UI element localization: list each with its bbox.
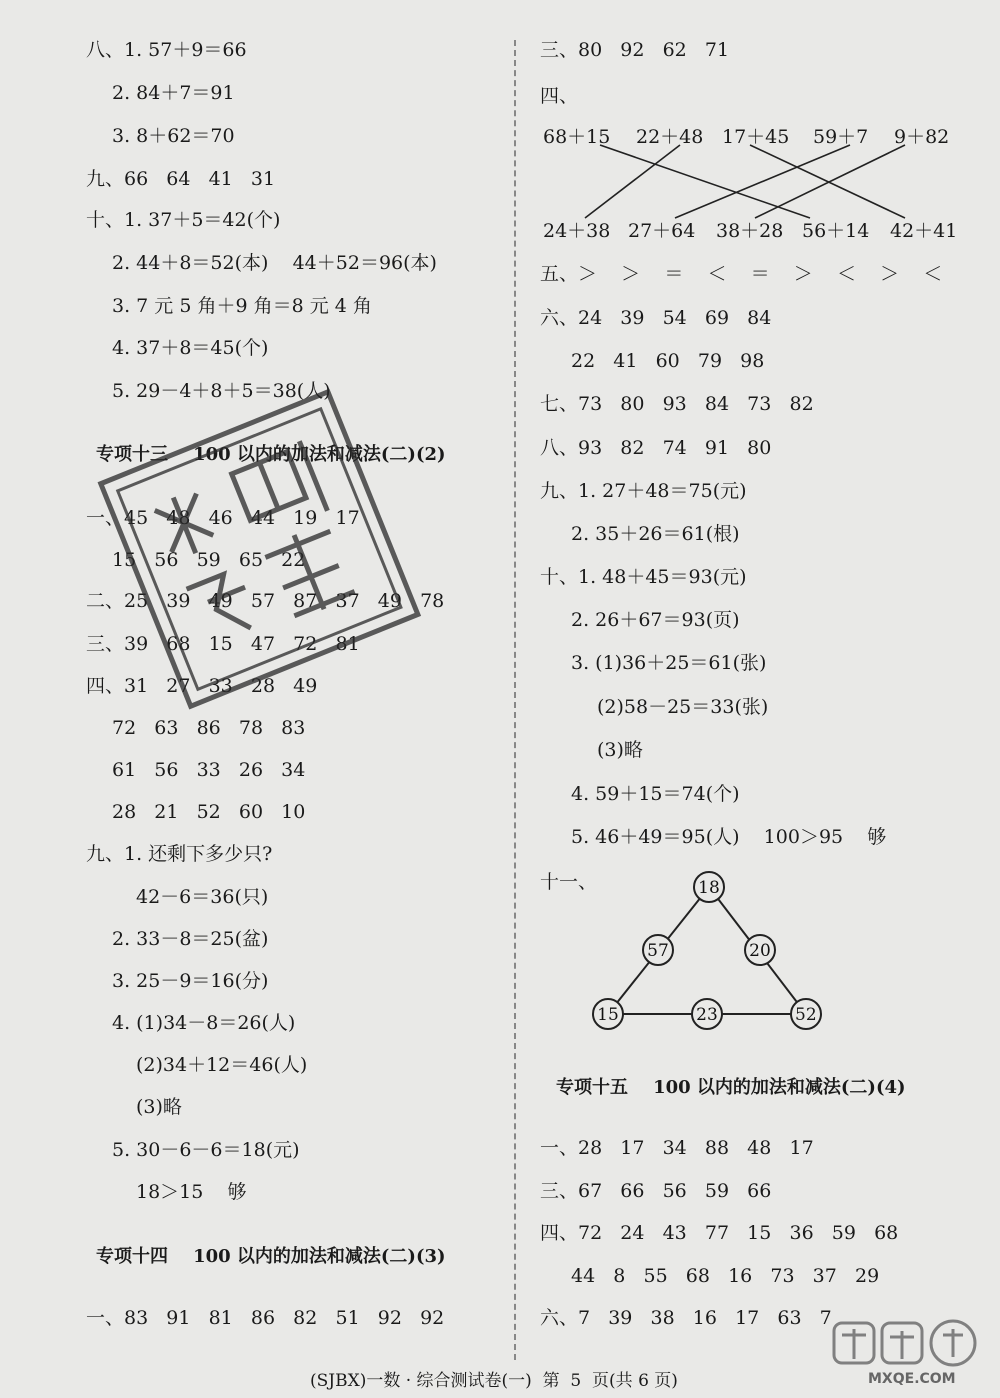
left-line: 3. 8＋62＝70 bbox=[112, 125, 235, 147]
right-line: 四、 bbox=[540, 85, 579, 107]
left-line: 三、39 68 15 47 72 81 bbox=[86, 633, 360, 655]
left-line: 28 21 52 60 10 bbox=[112, 801, 306, 823]
left-line: 18＞15 够 bbox=[136, 1181, 247, 1203]
left-line: 3. 25－9＝16(分) bbox=[112, 970, 269, 992]
left-line: 十、1. 37＋5＝42(个) bbox=[86, 209, 281, 231]
right-line: 2. 35＋26＝61(根) bbox=[571, 523, 740, 545]
left-line: 5. 29－4＋8＋5＝38(人) bbox=[112, 380, 331, 402]
match-bottom-item: 27＋64 bbox=[628, 220, 696, 242]
right-line: 4. 59＋15＝74(个) bbox=[571, 783, 740, 805]
left-line: 3. 7 元 5 角＋9 角＝8 元 4 角 bbox=[112, 295, 372, 317]
right-line: 四、72 24 43 77 15 36 59 68 bbox=[540, 1222, 899, 1244]
match-bottom-item: 24＋38 bbox=[543, 220, 611, 242]
left-line: 九、66 64 41 31 bbox=[86, 168, 276, 190]
match-bottom-item: 42＋41 bbox=[890, 220, 958, 242]
match-top-item: 22＋48 bbox=[636, 126, 704, 148]
right-line: 八、93 82 74 91 80 bbox=[540, 437, 772, 459]
page-footer: (SJBX)一数 · 综合测试卷(一) 第 5 页(共 6 页) bbox=[310, 1371, 678, 1391]
right-line: 2. 26＋67＝93(页) bbox=[571, 609, 740, 631]
node-label: 57 bbox=[647, 941, 669, 961]
match-top-item: 59＋7 bbox=[813, 126, 869, 148]
match-line bbox=[675, 145, 850, 218]
right-line: 一、28 17 34 88 48 17 bbox=[540, 1137, 814, 1159]
section-heading: 专项十三 100 以内的加法和减法(二)(2) bbox=[96, 444, 446, 465]
right-line: 七、73 80 93 84 73 82 bbox=[540, 393, 814, 415]
right-line: (2)58－25＝33(张) bbox=[597, 696, 769, 718]
left-line: 九、1. 还剩下多少只? bbox=[86, 843, 273, 865]
left-line: 2. 44＋8＝52(本) 44＋52＝96(本) bbox=[112, 252, 437, 274]
right-line: 44 8 55 68 16 73 37 29 bbox=[571, 1265, 880, 1287]
right-line: 22 41 60 79 98 bbox=[571, 350, 765, 372]
section-heading: 专项十四 100 以内的加法和减法(二)(3) bbox=[96, 1246, 446, 1267]
node-label: 52 bbox=[795, 1005, 817, 1025]
node-label: 15 bbox=[597, 1005, 619, 1025]
match-bottom-item: 56＋14 bbox=[802, 220, 870, 242]
match-top-item: 17＋45 bbox=[722, 126, 790, 148]
left-line: 一、83 91 81 86 82 51 92 92 bbox=[86, 1307, 445, 1329]
left-line: 2. 84＋7＝91 bbox=[112, 82, 235, 104]
right-line: (3)略 bbox=[597, 739, 643, 761]
match-top-item: 9＋82 bbox=[894, 126, 950, 148]
left-line: 5. 30－6－6＝18(元) bbox=[112, 1139, 300, 1161]
left-line: (3)略 bbox=[136, 1096, 182, 1118]
left-line: 4. (1)34－8＝26(人) bbox=[112, 1012, 296, 1034]
right-line: 六、24 39 54 69 84 bbox=[540, 307, 772, 329]
left-line: 一、45 48 46 44 19 17 bbox=[86, 507, 360, 529]
left-line: 4. 37＋8＝45(个) bbox=[112, 337, 269, 359]
match-top-item: 68＋15 bbox=[543, 126, 611, 148]
right-line: 九、1. 27＋48＝75(元) bbox=[540, 480, 747, 502]
node-label: 23 bbox=[696, 1005, 718, 1025]
section-heading: 专项十五 100 以内的加法和减法(二)(4) bbox=[556, 1077, 906, 1098]
left-line: 42－6＝36(只) bbox=[136, 886, 269, 908]
site-watermark-logo bbox=[828, 1315, 993, 1387]
right-line: 三、80 92 62 71 bbox=[540, 39, 730, 61]
column-divider bbox=[514, 40, 516, 1360]
right-line: 十、1. 48＋45＝93(元) bbox=[540, 566, 747, 588]
right-line: 3. (1)36＋25＝61(张) bbox=[571, 652, 767, 674]
left-line: 二、25 39 49 57 87 37 49 78 bbox=[86, 590, 445, 612]
left-line: 15 56 59 65 22 bbox=[112, 549, 306, 571]
left-line: (2)34＋12＝46(人) bbox=[136, 1054, 308, 1076]
right-line: 5. 46＋49＝95(人) 100＞95 够 bbox=[571, 826, 887, 848]
right-line: 六、7 39 38 16 17 63 7 bbox=[540, 1307, 832, 1329]
node-label: 18 bbox=[698, 878, 720, 898]
left-line: 八、1. 57＋9＝66 bbox=[86, 39, 247, 61]
node-label: 20 bbox=[749, 941, 771, 961]
left-line: 2. 33－8＝25(盆) bbox=[112, 928, 269, 950]
right-line: 十一、 bbox=[540, 871, 598, 893]
left-line: 四、31 27 33 28 49 bbox=[86, 675, 318, 697]
right-line: 三、67 66 56 59 66 bbox=[540, 1180, 772, 1202]
svg-text:MXQE.COM: MXQE.COM bbox=[868, 1371, 956, 1387]
left-line: 72 63 86 78 83 bbox=[112, 717, 306, 739]
right-line: 五、＞ ＞ ＝ ＜ ＝ ＞ ＜ ＞ ＜ bbox=[540, 263, 943, 285]
left-line: 61 56 33 26 34 bbox=[112, 759, 306, 781]
seal-stamp bbox=[82, 380, 432, 720]
match-bottom-item: 38＋28 bbox=[716, 220, 784, 242]
